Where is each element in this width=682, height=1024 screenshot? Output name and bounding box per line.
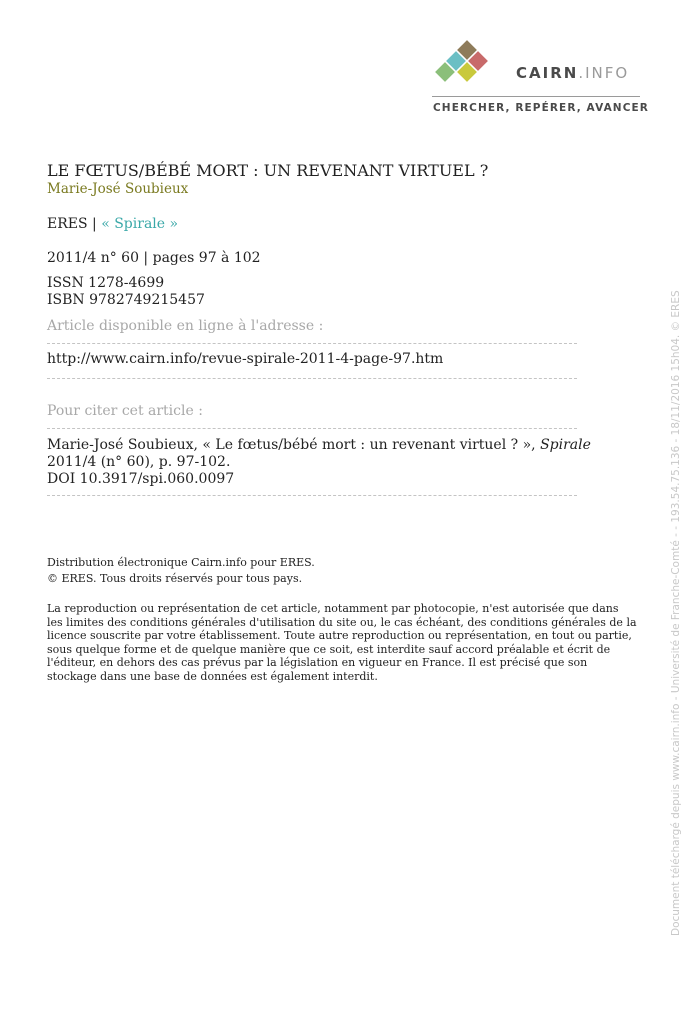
cairn-logo[interactable]: [432, 40, 649, 120]
logo-brand-text: CAIRN.INFO: [516, 64, 630, 82]
divider: [47, 428, 577, 429]
download-watermark: Document téléchargé depuis www.cairn.info - Université de Franche-Comté - - 193.54.75.136 - 18/11/2016 15h04. © ERES: [670, 290, 682, 936]
journal-link[interactable]: « Spirale »: [101, 216, 179, 232]
article-author[interactable]: Marie-José Soubieux: [47, 181, 189, 197]
issn: ISSN 1278-4699: [47, 275, 165, 291]
divider: [47, 495, 577, 496]
logo-tagline: CHERCHER, REPÉRER, AVANCER: [433, 102, 649, 114]
citation-doi: DOI 10.3917/spi.060.0097: [47, 471, 235, 487]
divider: [47, 343, 577, 344]
citation-label: Pour citer cet article :: [47, 403, 203, 419]
publisher-line: ERES | « Spirale »: [47, 216, 179, 232]
availability-label: Article disponible en ligne à l'adresse :: [47, 318, 324, 334]
cairn-diamonds-icon: [432, 40, 512, 96]
logo-divider: [432, 96, 640, 97]
citation-text: Marie-José Soubieux, « Le fœtus/bébé mort : un revenant virtuel ? », Spirale 2011/4 (n° 60), p. 97-102. DOI 10.3917/spi.060.0097: [47, 437, 591, 487]
article-title: LE FŒTUS/BÉBÉ MORT : UN REVENANT VIRTUEL ?: [47, 161, 489, 180]
legal-notice: La reproduction ou représentation de cet article, notamment par photocopie, n'est autorisée que dans les limites des conditions générales d'utilisation du site ou, le cas échéant, des conditions générales de la licence souscrite par votre établissement. Toute autre reproduction ou représentation, en tout ou partie, sous quelque forme et de quelque manière que ce soit, est interdite sauf accord préalable et écrit de l'éditeur, en dehors des cas prévus par la législation en vigueur en France. Il est précisé que son stockage dans une base de données est également interdit.: [47, 602, 637, 683]
isbn: ISBN 9782749215457: [47, 292, 205, 308]
issue-info: 2011/4 n° 60 | pages 97 à 102: [47, 250, 261, 266]
publisher-name: ERES: [47, 216, 88, 232]
distribution-notice: Distribution électronique Cairn.info pour ERES. © ERES. Tous droits réservés pour tous pays.: [47, 556, 315, 585]
divider: [47, 378, 577, 379]
article-url-link[interactable]: http://www.cairn.info/revue-spirale-2011-4-page-97.htm: [47, 351, 444, 367]
